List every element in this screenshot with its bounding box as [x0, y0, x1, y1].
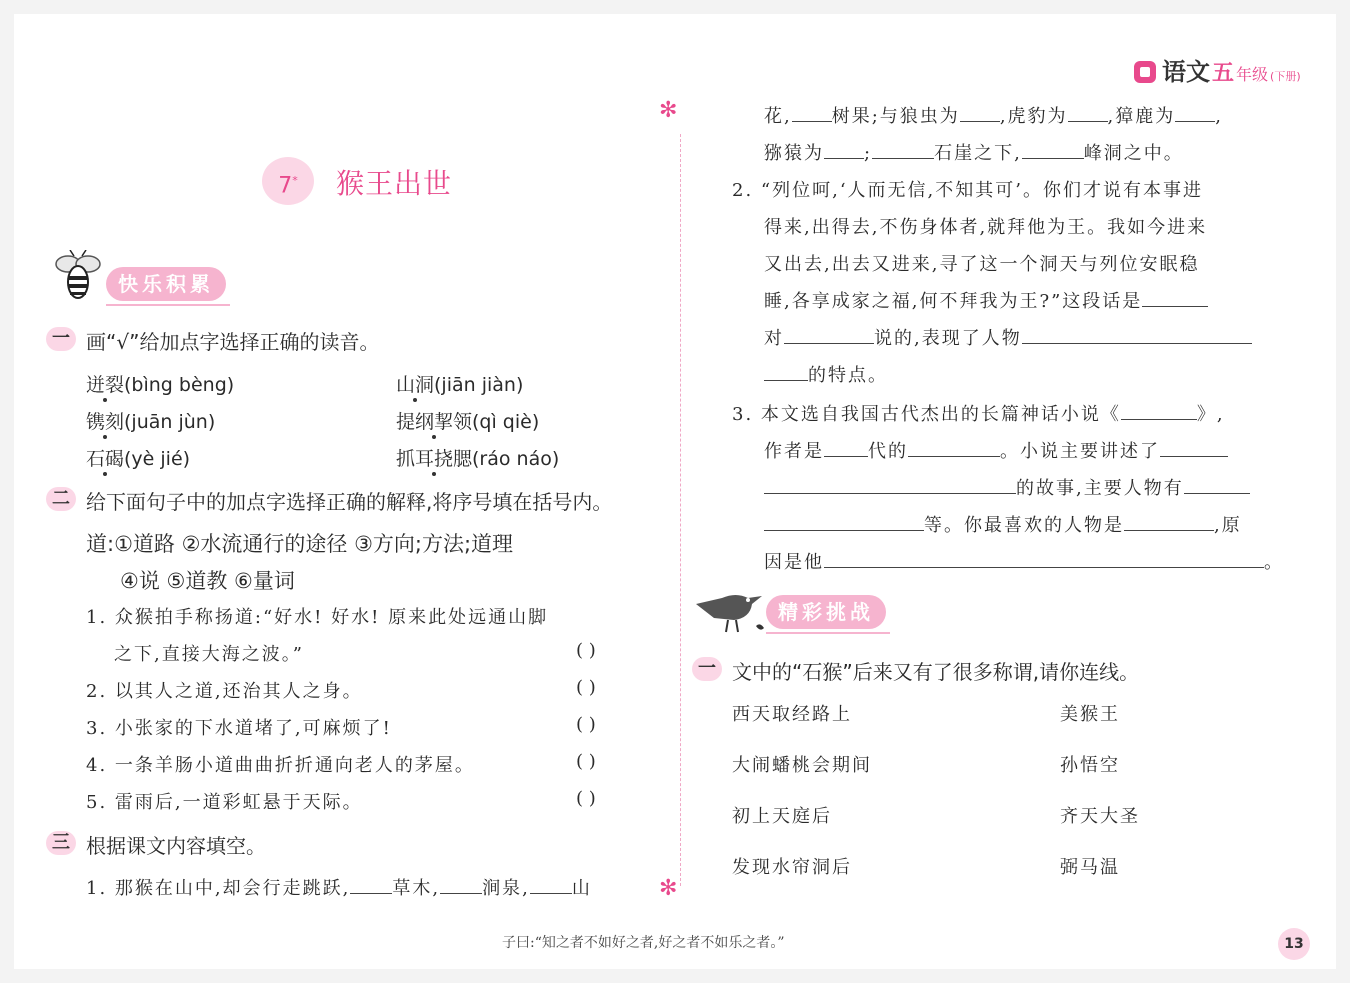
answer-blank[interactable] — [824, 141, 864, 159]
match-right-item[interactable]: 美猴王 — [1060, 704, 1120, 725]
quote-line: 2. “列位呵,‘人而无信,不知其可’。你们才说有本事进 — [732, 180, 1203, 201]
fill-sentence: 猕猿为 ; 石崖之下, 峰洞之中。 — [764, 143, 1184, 164]
pinyin-item: 镌刻(juān jùn) — [86, 411, 216, 433]
pinyin-item: 迸裂(bìng bèng) — [86, 374, 235, 396]
answer-blank[interactable] — [1124, 513, 1214, 531]
fill-sentence: 花, 树果;与狼虫为 ,虎豹为 ,獐鹿为 , — [764, 106, 1224, 127]
fill-sentence: 等。你最喜欢的人物是 ,原 — [764, 511, 1304, 537]
answer-blank[interactable] — [792, 104, 832, 122]
answer-blank[interactable] — [824, 550, 1264, 568]
answer-parentheses[interactable]: ( ) — [576, 677, 596, 698]
answer-blank[interactable] — [872, 141, 934, 159]
answer-blank[interactable] — [960, 104, 1000, 122]
sentence-item: 1. 众猴拍手称扬道:“好水! 好水! 原来此处远通山脚 — [86, 607, 549, 628]
answer-blank[interactable] — [1142, 289, 1208, 307]
question-prompt: 画“√”给加点字选择正确的读音。 — [86, 330, 380, 354]
fill-sentence: 对 说的,表现了人物 — [764, 324, 1304, 350]
answer-blank[interactable] — [1175, 104, 1215, 122]
fill-sentence: 3. 本文选自我国古代杰出的长篇神话小说《 》, — [732, 404, 1225, 425]
brand-volume: (下册) — [1270, 70, 1301, 83]
fill-sentence: 睡,各享成家之福,何不拜我为王?”这段话是 — [764, 287, 1304, 313]
page-number: 13 — [1278, 928, 1310, 960]
answer-blank[interactable] — [784, 326, 874, 344]
question-prompt: 给下面句子中的加点字选择正确的解释,将序号填在括号内。 — [86, 490, 613, 514]
fill-sentence: 1. 那猴在山中,却会行走跳跃, 草木, 涧泉, 山 — [86, 878, 592, 899]
sentence-item: 3. 小张家的下水道堵了,可麻烦了! — [86, 718, 392, 739]
answer-blank[interactable] — [764, 513, 924, 531]
definitions-line: 道:①道路 ②水流通行的途径 ③方向;方法;道理 — [86, 532, 514, 556]
header-brand — [1134, 52, 1301, 87]
answer-blank[interactable] — [1022, 141, 1084, 159]
question-marker: 一 — [46, 327, 76, 351]
answer-blank[interactable] — [1121, 402, 1197, 420]
answer-parentheses[interactable]: ( ) — [576, 788, 596, 809]
pinyin-item: 抓耳挠腮(ráo náo) — [396, 448, 560, 470]
section-banner-left: 快乐积累 — [106, 267, 226, 301]
footer-quote: 子曰:“知之者不如好之者,好之者不如乐之者。” — [502, 935, 785, 951]
answer-parentheses[interactable]: ( ) — [576, 714, 596, 735]
match-left-item[interactable]: 发现水帘洞后 — [732, 857, 852, 878]
match-left-item[interactable]: 大闹蟠桃会期间 — [732, 755, 872, 776]
pinyin-item: 山洞(jiān jiàn) — [396, 374, 524, 396]
bird-icon — [692, 584, 768, 636]
answer-parentheses[interactable]: ( ) — [576, 751, 596, 772]
answer-blank[interactable] — [530, 876, 572, 894]
answer-blank[interactable] — [908, 439, 1000, 457]
match-left-item[interactable]: 西天取经路上 — [732, 704, 852, 725]
answer-blank[interactable] — [1184, 476, 1250, 494]
quote-line: 又出去,出去又进来,寻了这一个洞天与列位安眠稳 — [764, 254, 1200, 275]
brand-logo-icon — [1134, 61, 1156, 83]
answer-blank[interactable] — [764, 363, 808, 381]
bee-icon — [50, 250, 106, 306]
quote-line: 得来,出得去,不伤身体者,就拜他为王。我如今进来 — [764, 217, 1208, 238]
star-icon: ✻ — [659, 876, 678, 901]
workbook-page — [14, 14, 1336, 969]
sentence-item: 之下,直接大海之波。” — [114, 644, 304, 665]
lesson-number: 7* — [262, 157, 314, 205]
match-right-item[interactable]: 齐天大圣 — [1060, 806, 1140, 827]
answer-blank[interactable] — [1022, 326, 1252, 344]
section-banner-right: 精彩挑战 — [766, 595, 886, 629]
answer-blank[interactable] — [1068, 104, 1108, 122]
sentence-item: 4. 一条羊肠小道曲曲折折通向老人的茅屋。 — [86, 755, 475, 776]
answer-blank[interactable] — [440, 876, 482, 894]
question-marker: 二 — [46, 487, 76, 511]
match-left-item[interactable]: 初上天庭后 — [732, 806, 832, 827]
match-right-item[interactable]: 弼马温 — [1060, 857, 1120, 878]
fill-sentence: 因是他 。 — [764, 552, 1284, 573]
pinyin-item: 提纲挈领(qì qiè) — [396, 411, 540, 433]
fill-sentence: 作者是 代的 。小说主要讲述了 — [764, 437, 1304, 463]
brand-subject: 语文 — [1162, 58, 1210, 86]
question-prompt: 文中的“石猴”后来又有了很多称谓,请你连线。 — [732, 660, 1140, 684]
sentence-item: 2. 以其人之道,还治其人之身。 — [86, 681, 363, 702]
brand-grade-suffix: 年级 — [1236, 65, 1269, 84]
match-right-item[interactable]: 孙悟空 — [1060, 755, 1120, 776]
fill-sentence: 的特点。 — [764, 361, 888, 387]
question-marker: 一 — [692, 657, 722, 681]
pinyin-item: 石碣(yè jié) — [86, 448, 191, 470]
question-prompt: 根据课文内容填空。 — [86, 834, 266, 858]
answer-parentheses[interactable]: ( ) — [576, 640, 596, 661]
question-marker: 三 — [46, 831, 76, 855]
answer-blank[interactable] — [350, 876, 392, 894]
sentence-item: 5. 雷雨后,一道彩虹悬于天际。 — [86, 792, 363, 813]
answer-blank[interactable] — [824, 439, 868, 457]
star-icon: ✻ — [659, 98, 678, 123]
definitions-line: ④说 ⑤道教 ⑥量词 — [120, 569, 295, 593]
answer-blank[interactable] — [1160, 439, 1228, 457]
brand-grade: 五 — [1212, 61, 1235, 86]
banner-underline — [106, 304, 230, 306]
answer-blank[interactable] — [764, 476, 1016, 494]
lesson-title: 猴王出世 — [336, 167, 453, 200]
banner-underline — [766, 632, 890, 634]
center-divider — [680, 134, 681, 886]
fill-sentence: 的故事,主要人物有 — [764, 474, 1304, 500]
